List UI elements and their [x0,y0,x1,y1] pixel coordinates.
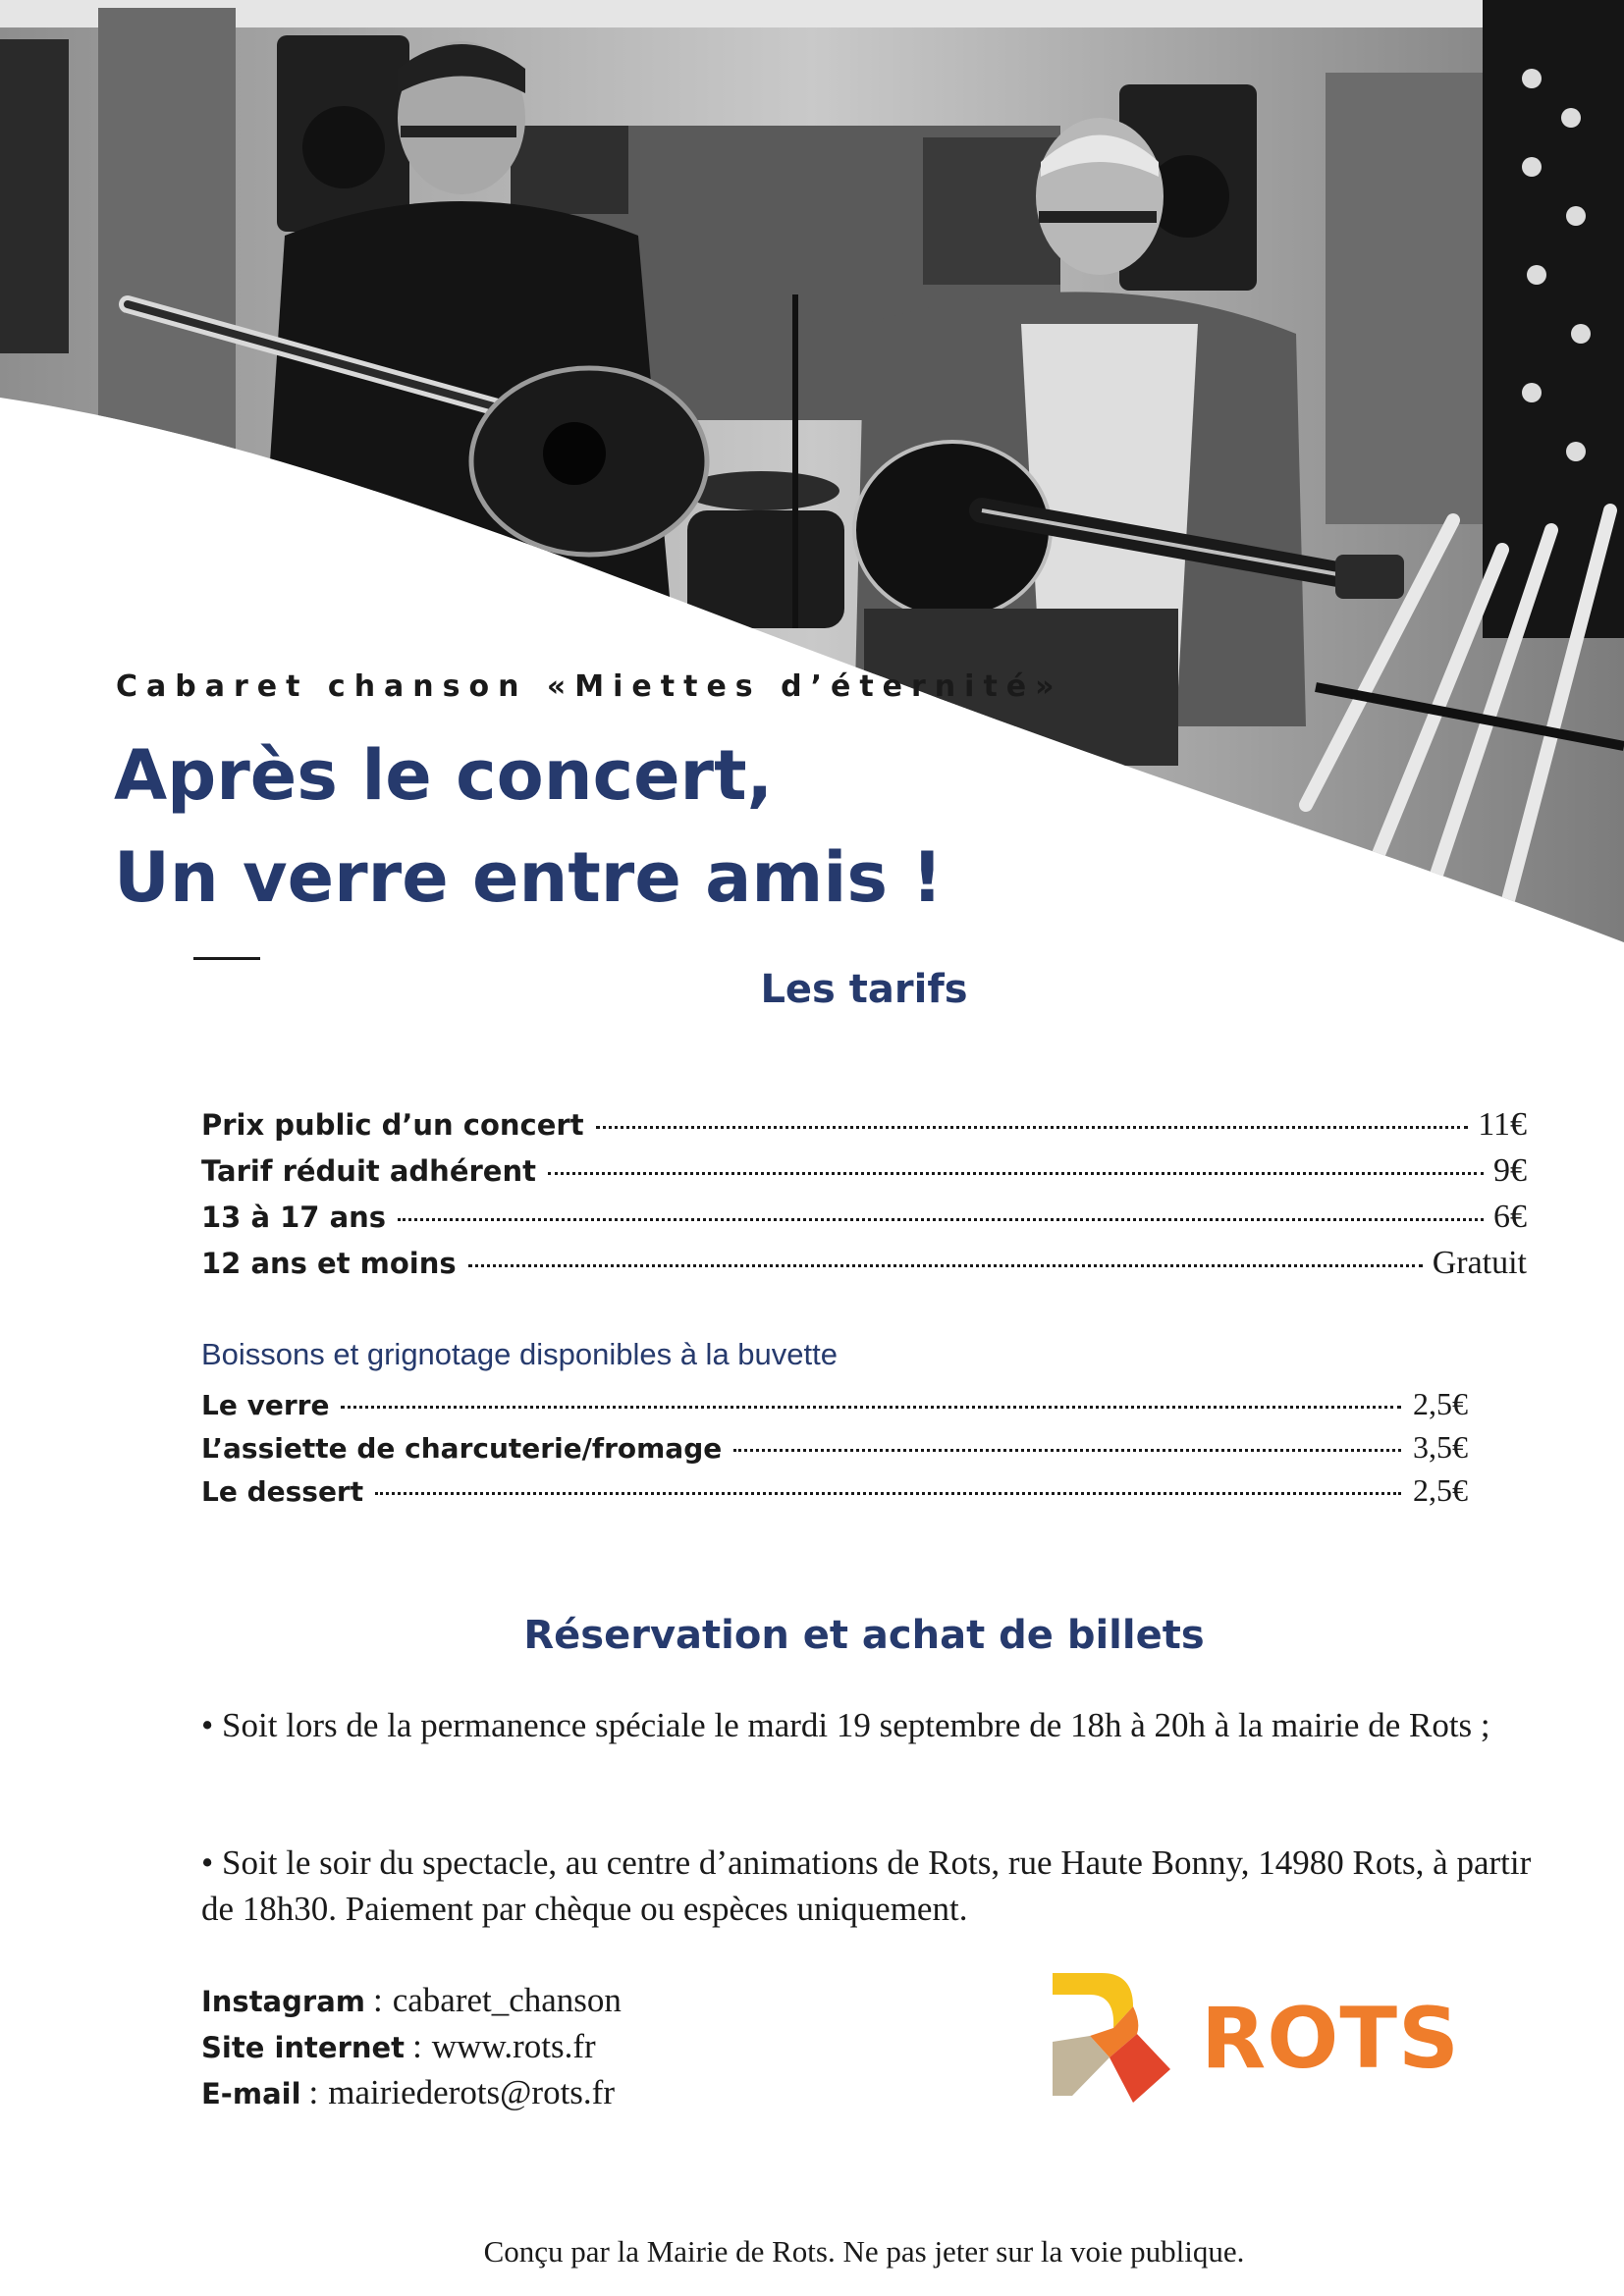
dot-leader [398,1218,1484,1221]
contact-separator: : [308,2073,319,2111]
contact-key: E-mail [201,2077,301,2110]
buvette-list [201,1386,1468,1516]
price-label: Le dessert [201,1475,364,1508]
price-value: 2,5€ [1413,1386,1468,1421]
rots-logo-text: ROTS [1201,1990,1460,2088]
contact-key: Instagram [201,1985,365,2018]
dot-leader [596,1126,1469,1129]
rots-logo [1051,1973,1463,2106]
footer-note: Conçu par la Mairie de Rots. Ne pas jeter sur la voie publique. [483,2234,1245,2269]
buvette-heading: Boissons et grignotage disponibles à la buvette [201,1337,838,1371]
divider [193,957,260,960]
price-row [201,1429,1468,1472]
reservation-option-1: • Soit lors de la permanence spéciale le mardi 19 septembre de 18h à 20h à la mairie de Rots ; [201,1706,1490,1744]
contact-block [201,1981,622,2119]
reservation-option-2: • Soit le soir du spectacle, au centre d’animations de Rots, rue Haute Bonny, 14980 Rots, à partir de 18h30. Paiement par chèque ou espèces uniquement. [201,1843,1532,1928]
tarifs-title: Les tarifs [760,967,968,1012]
price-label: 13 à 17 ans [201,1201,387,1234]
headline-line-1: Après le concert, [114,735,774,816]
headline-line-2: Un verre entre amis ! [114,837,944,918]
contact-website [201,2027,622,2073]
contact-key: Site internet [201,2031,406,2064]
dot-leader [341,1406,1401,1409]
price-row [201,1152,1527,1199]
price-row [201,1245,1527,1291]
contact-separator: : [372,1981,383,2019]
price-value: 3,5€ [1413,1429,1468,1465]
price-label: L’assiette de charcuterie/fromage [201,1432,723,1465]
price-value: 11€ [1478,1106,1527,1143]
event-subtitle: Cabaret chanson «Miettes d’éternité» [116,669,1063,704]
price-value: 2,5€ [1413,1472,1468,1508]
price-value: Gratuit [1432,1245,1527,1281]
contact-email [201,2073,622,2119]
price-value: 9€ [1493,1152,1527,1189]
price-row [201,1199,1527,1245]
price-row [201,1106,1527,1152]
contact-separator: : [412,2027,422,2065]
tarifs-list [201,1106,1527,1291]
price-label: Le verre [201,1389,330,1421]
contact-value[interactable]: mairiederots@rots.fr [328,2073,615,2111]
price-label: Prix public d’un concert [201,1108,584,1142]
dot-leader [375,1492,1401,1495]
price-row [201,1386,1468,1429]
dot-leader [468,1264,1423,1267]
price-row [201,1472,1468,1516]
contact-value[interactable]: www.rots.fr [431,2027,596,2065]
reservation-title: Réservation et achat de billets [523,1613,1205,1658]
rots-logo-icon [1051,1973,1173,2106]
contact-instagram [201,1981,622,2027]
contact-value[interactable]: cabaret_chanson [392,1981,622,2019]
headline [114,724,943,929]
price-label: 12 ans et moins [201,1247,457,1280]
price-value: 6€ [1493,1199,1527,1235]
price-label: Tarif réduit adhérent [201,1154,536,1188]
dot-leader [733,1449,1401,1452]
dot-leader [548,1172,1484,1175]
